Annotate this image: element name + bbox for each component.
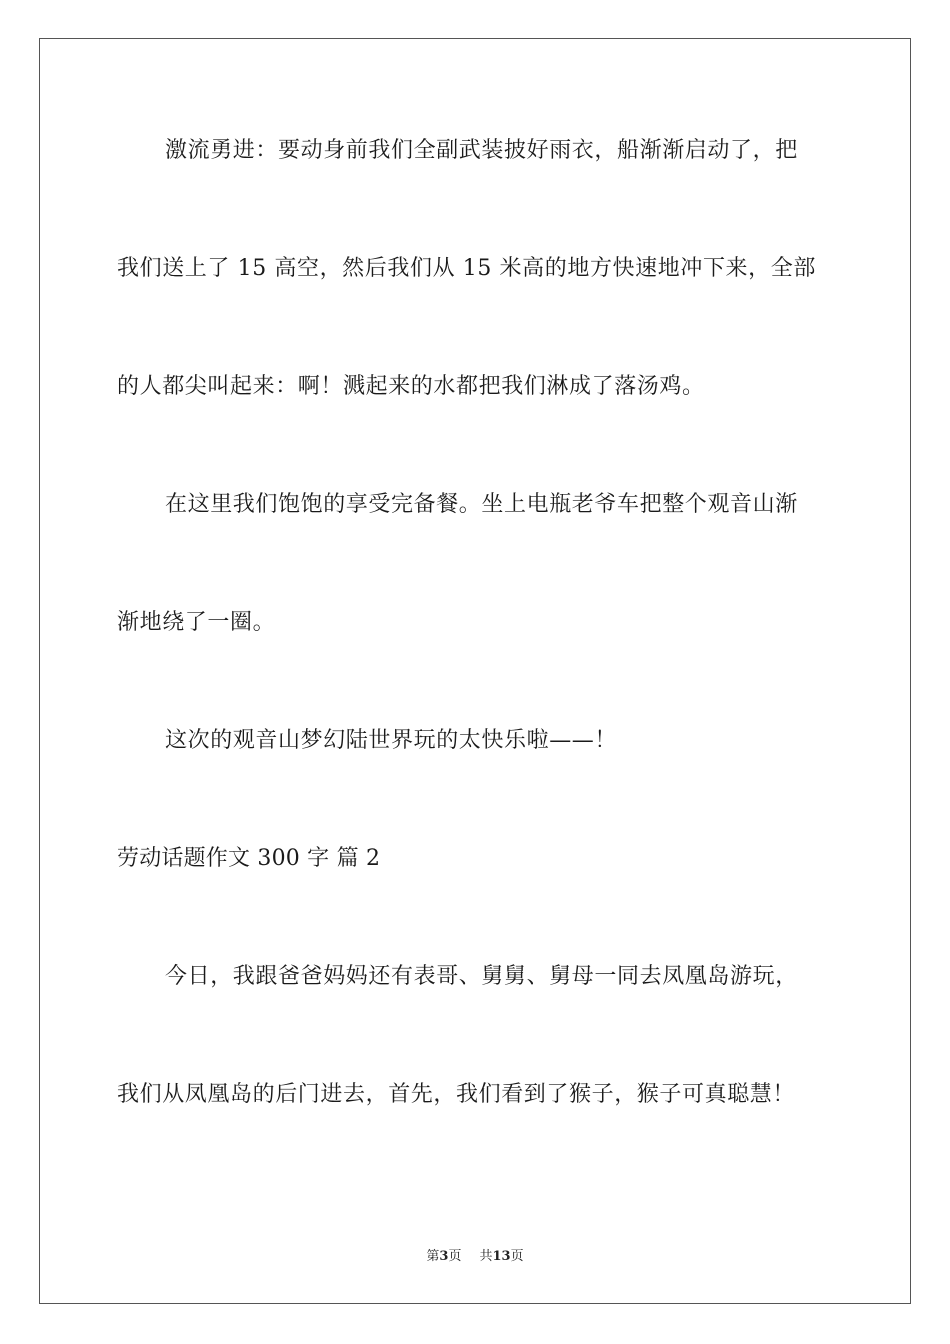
paragraph-line-5: 渐地绕了一圈。 xyxy=(117,610,276,635)
paragraph-line-8: 我们从凤凰岛的后门进去，首先，我们看到了猴子，猴子可真聪慧！ xyxy=(117,1082,796,1107)
page-border xyxy=(39,38,911,1304)
paragraph-line-3: 的人都尖叫起来：啊！溅起来的水都把我们淋成了落汤鸡。 xyxy=(117,374,705,399)
page-prefix: 第 xyxy=(426,1249,440,1264)
paragraph-line-1: 激流勇进：要动身前我们全副武装披好雨衣，船渐渐启动了，把 xyxy=(165,138,798,163)
section-heading: 劳动话题作文 300 字 篇 2 xyxy=(117,846,381,871)
page-unit: 页 xyxy=(448,1249,462,1264)
total-page-number: 13 xyxy=(492,1249,511,1264)
paragraph-line-2: 我们送上了 15 高空，然后我们从 15 米高的地方快速地冲下来，全部 xyxy=(117,256,816,281)
page-footer xyxy=(0,1248,950,1266)
current-page-number: 3 xyxy=(439,1249,449,1264)
paragraph-line-7: 今日，我跟爸爸妈妈还有表哥、舅舅、舅母一同去凤凰岛游玩， xyxy=(165,964,798,989)
paragraph-line-4: 在这里我们饱饱的享受完备餐。坐上电瓶老爷车把整个观音山渐 xyxy=(165,492,798,517)
paragraph-line-6: 这次的观音山梦幻陆世界玩的太快乐啦——！ xyxy=(165,728,618,753)
total-prefix: 共 xyxy=(479,1249,493,1264)
total-unit: 页 xyxy=(510,1249,524,1264)
